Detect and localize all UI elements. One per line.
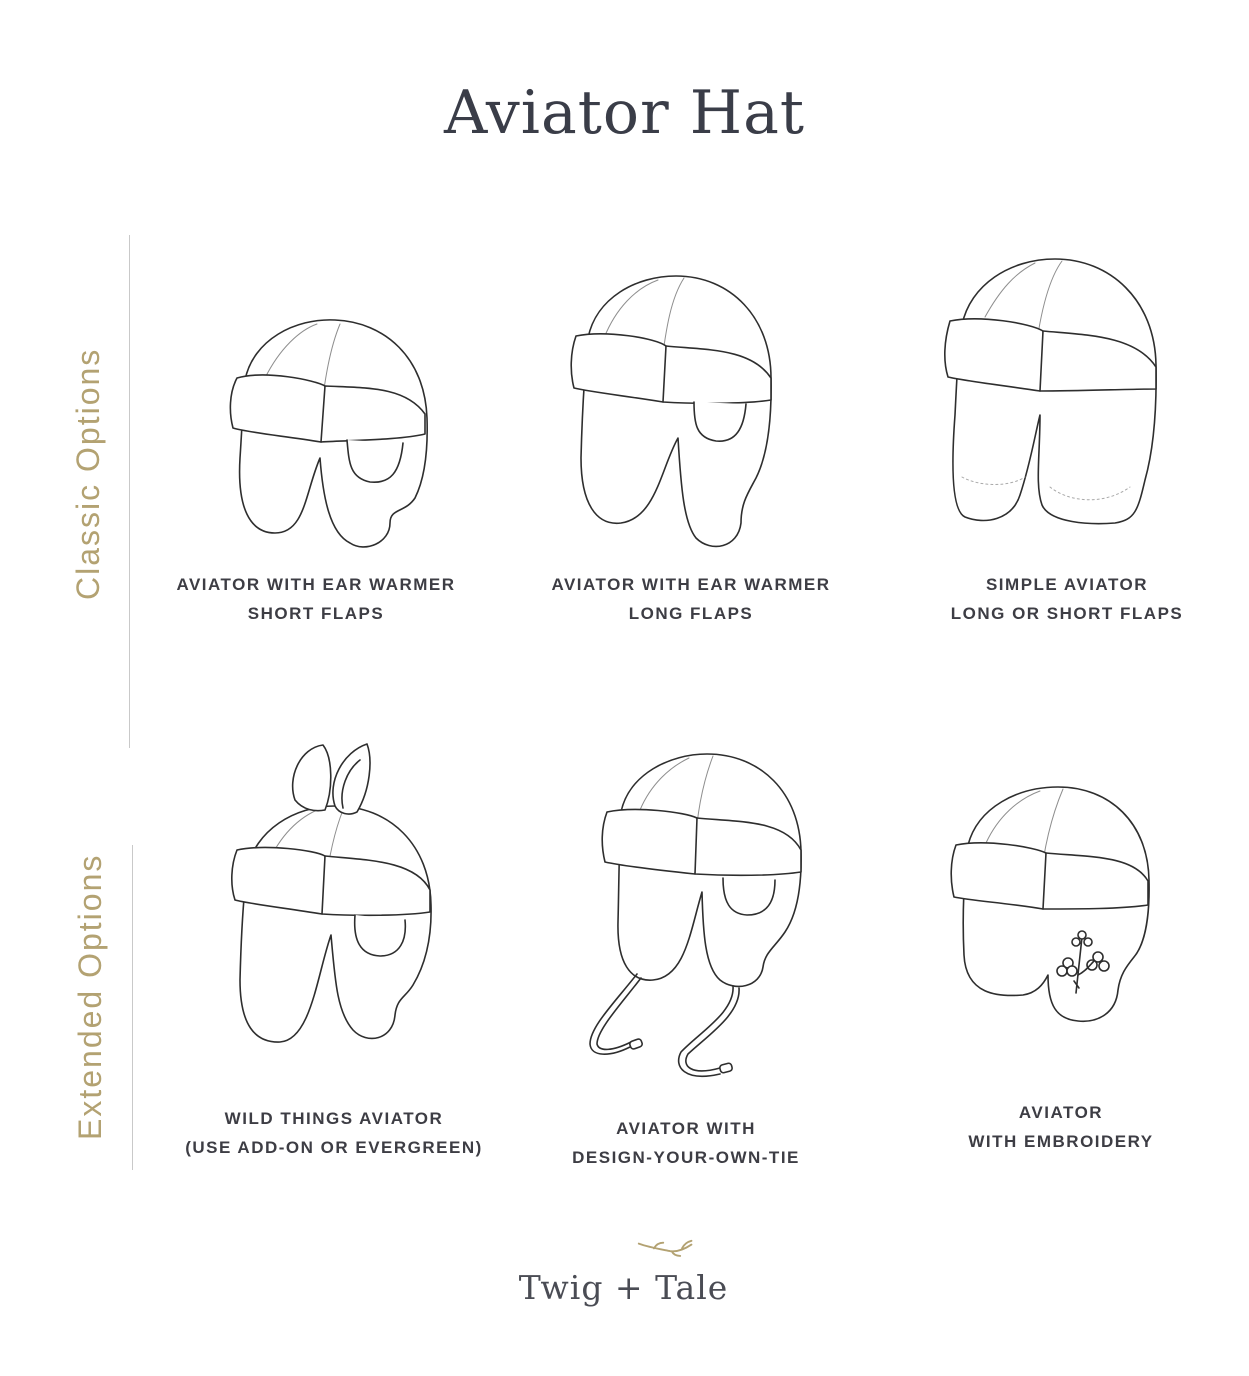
- page-title: Aviator Hat: [444, 78, 805, 148]
- caption-hat-1: [136, 570, 496, 628]
- caption-hat-1-line2: SHORT FLAPS: [247, 604, 385, 623]
- classic-section-divider: [129, 235, 130, 748]
- embroidery-petal: [1057, 966, 1067, 976]
- hat-wild-things-illustration: [225, 740, 440, 1070]
- caption-hat-6-line1: AVIATOR: [1018, 1103, 1104, 1122]
- embroidery-petal: [1084, 938, 1092, 946]
- caption-hat-3-line2: LONG OR SHORT FLAPS: [950, 604, 1184, 623]
- tie-toggle-left: [629, 1038, 643, 1050]
- caption-hat-1-line1: AVIATOR WITH EAR WARMER: [176, 575, 456, 594]
- caption-hat-4-line1: WILD THINGS AVIATOR: [224, 1109, 444, 1128]
- caption-hat-5: [506, 1114, 866, 1172]
- classic-section-label: Classic Options: [70, 347, 106, 600]
- animal-ear-left: [293, 745, 331, 811]
- embroidery-petal: [1087, 960, 1097, 970]
- caption-hat-5-line1: AVIATOR WITH: [616, 1119, 756, 1138]
- caption-hat-6-line2: WITH EMBROIDERY: [968, 1132, 1154, 1151]
- hat-ear-warmer-short-flaps-illustration: [225, 318, 435, 558]
- caption-hat-5-line2: DESIGN-YOUR-OWN-TIE: [572, 1148, 800, 1167]
- caption-hat-2: [511, 570, 871, 628]
- embroidery-petal: [1067, 966, 1077, 976]
- hat-ear-warmer-long-flaps-illustration: [566, 268, 781, 558]
- caption-hat-3: [887, 570, 1247, 628]
- caption-hat-3-line1: SIMPLE AVIATOR: [985, 575, 1149, 594]
- caption-hat-4: [154, 1104, 514, 1162]
- embroidery-petal: [1072, 938, 1080, 946]
- caption-hat-2-line1: AVIATOR WITH EAR WARMER: [551, 575, 831, 594]
- animal-ear-right: [333, 744, 370, 814]
- hat-design-your-own-tie-illustration: [585, 752, 810, 1087]
- hat-embroidery-illustration: [948, 785, 1158, 1030]
- extended-section-divider: [132, 845, 133, 1170]
- brand-name: Twig + Tale: [518, 1268, 729, 1307]
- caption-hat-2-line2: LONG FLAPS: [628, 604, 754, 623]
- extended-section-label: Extended Options: [72, 853, 108, 1140]
- embroidery-petal: [1078, 931, 1086, 939]
- tie-cord-left-inner: [597, 978, 641, 1049]
- caption-hat-6: [881, 1098, 1241, 1156]
- embroidery-petal: [1099, 961, 1109, 971]
- hat-front-brim: [602, 810, 698, 874]
- tie-toggle-right: [719, 1063, 733, 1074]
- caption-hat-4-line2: (USE ADD-ON OR EVERGREEN): [185, 1138, 483, 1157]
- twig-branch: [639, 1241, 692, 1256]
- hat-simple-aviator-illustration: [940, 255, 1165, 555]
- hat-front-brim: [951, 843, 1047, 909]
